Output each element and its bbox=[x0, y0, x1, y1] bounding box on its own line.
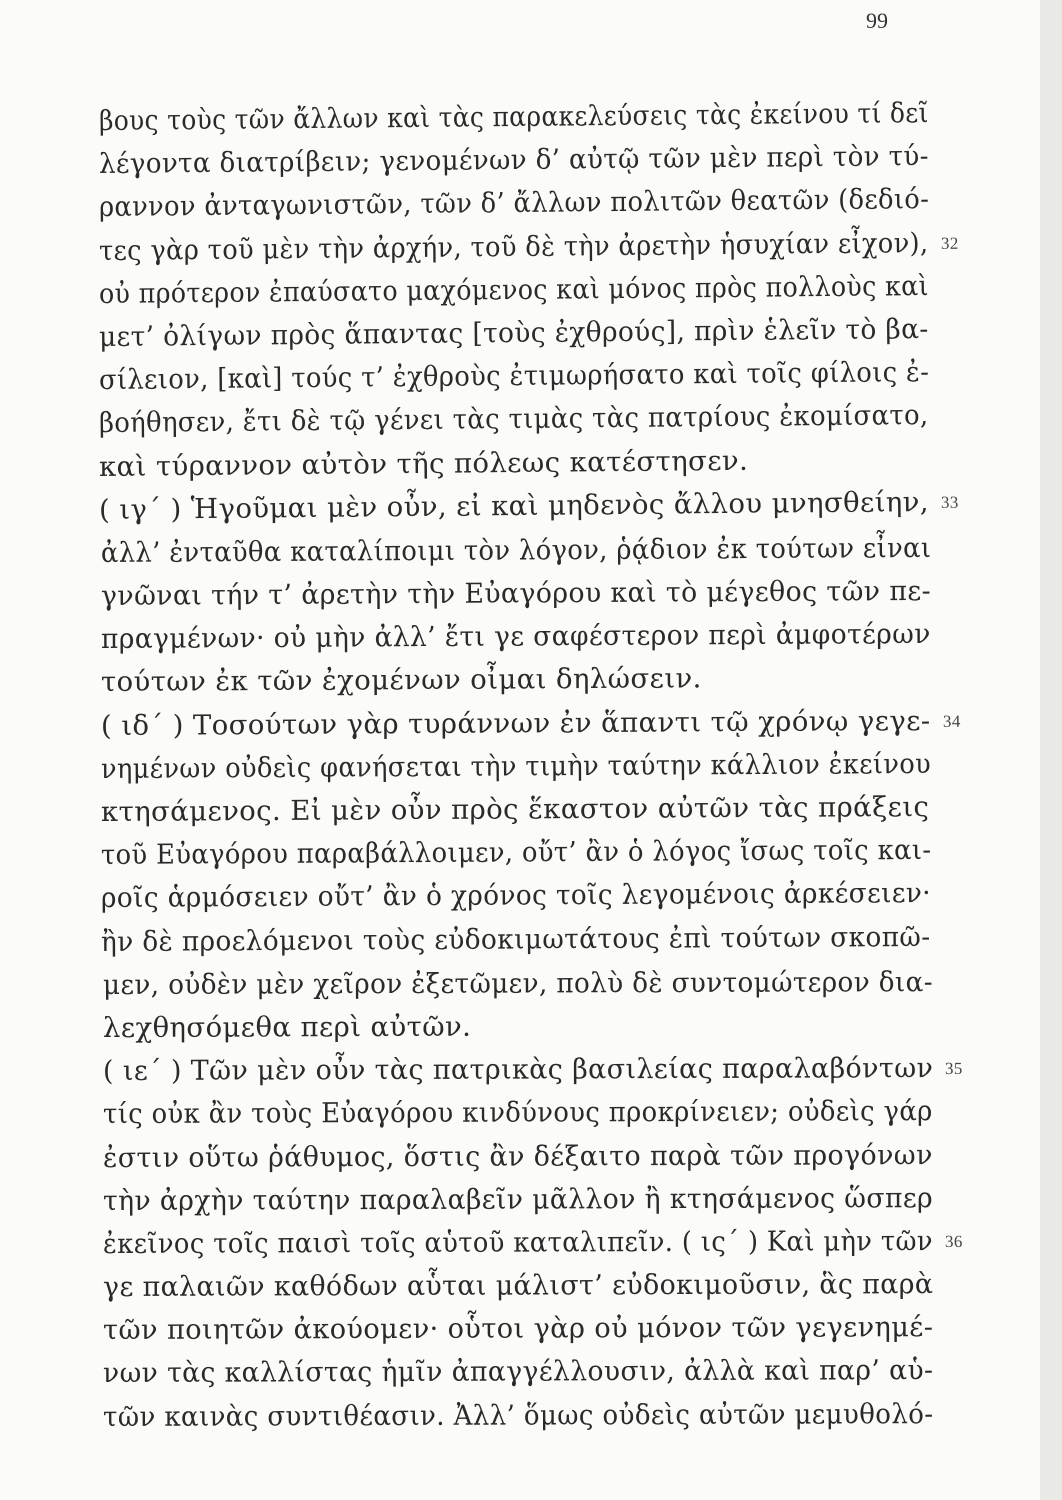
text-line-content: πραγμένων· οὐ μὴν ἀλλ’ ἔτι γε σαφέστερον περὶ ἀμφοτέρων bbox=[100, 618, 931, 656]
text-line-content: βοήθησεν, ἔτι δὲ τῷ γένει τὰς τιμὰς τὰς πατρίους ἐκομίσατο, bbox=[98, 399, 929, 440]
text-line-content: ( ιδ΄ ) Τοσούτων γὰρ τυράννων ἐν ἅπαντι τῷ χρόνῳ γεγε- bbox=[100, 704, 931, 742]
text-line-content: ροῖς ἁρμόσειεν οὔτ’ ἂν ὁ χρόνος τοῖς λεγομένοις ἀρκέσειεν· bbox=[100, 877, 932, 915]
text-line bbox=[101, 613, 931, 661]
text-line-content: βους τοὺς τῶν ἄλλων καὶ τὰς παρακελεύσεις τὰς ἐκείνου τί δεῖ bbox=[98, 97, 929, 137]
text-line-content: τες γὰρ τοῦ μὲν τὴν ἀρχήν, τοῦ δὲ τὴν ἀρετὴν ἡσυχίαν εἶχον), bbox=[98, 226, 929, 267]
text-line-content: ἐστιν οὕτω ῥάθυμος, ὅστις ἂν δέξαιτο παρὰ τῶν προγόνων bbox=[102, 1138, 933, 1174]
text-line-content: λεχθησόμεθα περὶ αὐτῶν. bbox=[102, 1010, 472, 1044]
text-line bbox=[103, 1004, 933, 1050]
text-line bbox=[103, 961, 933, 1007]
section-number: 35 bbox=[944, 1059, 963, 1079]
text-line-content: καὶ τύραννον αὐτὸν τῆς πόλεως κατέστησεν. bbox=[98, 444, 749, 483]
text-line-content: τούτων ἐκ τῶν ἐχομένων οἶμαι δηλώσειν. bbox=[100, 662, 702, 699]
text-line-content: ἐκεῖνος τοῖς παισὶ τοῖς αὑτοῦ καταλιπεῖν. ( ις΄ ) Καὶ μὴν τῶν bbox=[102, 1224, 933, 1260]
text-line-content: τῶν ποιητῶν ἀκούομεν· οὗτοι γὰρ οὐ μόνον τῶν γεγενημέ- bbox=[102, 1311, 934, 1347]
text-line bbox=[101, 786, 931, 834]
text-line bbox=[99, 394, 929, 445]
text-line-content: γε παλαιῶν καθόδων αὗται μάλιστ’ εὐδοκιμοῦσιν, ἃς παρὰ bbox=[102, 1268, 934, 1304]
text-line bbox=[103, 1177, 933, 1223]
text-line bbox=[102, 1220, 963, 1266]
text-line bbox=[101, 656, 931, 704]
text-line-content: ( ιγ΄ ) Ἡγοῦμαι μὲν οὖν, εἰ καὶ μηδενὸς ἄλλου μνησθείην, bbox=[98, 485, 930, 526]
section-number: 36 bbox=[944, 1231, 963, 1251]
text-line-content: ἀλλ’ ἐνταῦθα καταλίποιμι τὸν λόγον, ῥᾴδιον ἐκ τούτων εἶναι bbox=[100, 531, 932, 569]
text-line bbox=[101, 527, 931, 575]
text-line-content: νημένων οὐδεὶς φανήσεται τὴν τιμὴν ταύτην κάλλιον ἐκείνου bbox=[100, 747, 932, 785]
text-line-content: οὐ πρότερον ἐπαύσατο μαχόμενος καὶ μόνος πρὸς πολλοὺς καὶ bbox=[98, 269, 930, 310]
text-line-content: σίλειον, [καὶ] τούς τ’ ἐχθροὺς ἐτιμωρήσατο καὶ τοῖς φίλοις ἐ- bbox=[98, 356, 930, 397]
text-line bbox=[103, 1393, 933, 1439]
text-line bbox=[101, 872, 931, 920]
text-line bbox=[99, 438, 929, 489]
text-line-content: τοῦ Εὐαγόρου παραβάλλοιμεν, οὔτ’ ἂν ὁ λόγος ἴσως τοῖς και- bbox=[100, 834, 932, 872]
text-line-content: ἢν δὲ προελόμενοι τοὺς εὐδοκιμωτάτους ἐπὶ τούτων σκοπῶ- bbox=[100, 920, 931, 958]
text-line-content: μεν, οὐδὲν μὲν χεῖρον ἐξετῶμεν, πολὺ δὲ συντομώτερον δια- bbox=[102, 965, 933, 1001]
text-line bbox=[101, 570, 931, 618]
text-line bbox=[103, 1263, 933, 1309]
page-number: 99 bbox=[866, 8, 888, 33]
text-line bbox=[102, 1047, 963, 1093]
text-line-content: ραννον ἀνταγωνιστῶν, τῶν δ’ ἄλλων πολιτῶν θεατῶν (δεδιό- bbox=[98, 183, 930, 224]
text-line bbox=[98, 481, 959, 532]
text-line bbox=[100, 700, 961, 748]
text-line-content: λέγοντα διατρίβειν; γενομένων δ’ αὐτῷ τῶν μὲν περὶ τὸν τύ- bbox=[98, 140, 930, 181]
text-line bbox=[101, 915, 931, 963]
text-line-content: γνῶναι τήν τ’ ἀρετὴν τὴν Εὐαγόρου καὶ τὸ μέγεθος τῶν πε- bbox=[100, 574, 932, 613]
text-line-content: κτησάμενος. Εἰ μὲν οὖν πρὸς ἕκαστον αὐτῶν τὰς πράξεις bbox=[100, 790, 930, 828]
greek-text-body bbox=[98, 97, 963, 1439]
section-number: 34 bbox=[942, 711, 961, 731]
text-line-content: τῶν καινὰς συντιθέασιν. Ἀλλ’ ὅμως οὐδεὶς αὐτῶν μεμυθολό- bbox=[102, 1397, 934, 1433]
section-number: 33 bbox=[940, 492, 959, 512]
text-line bbox=[101, 829, 931, 877]
text-line bbox=[98, 222, 959, 273]
text-line-content: τὴν ἀρχὴν ταύτην παραλαβεῖν μᾶλλον ἢ κτησάμενος ὥσπερ bbox=[102, 1181, 934, 1217]
text-line bbox=[103, 1134, 933, 1180]
text-line-content: νων τὰς καλλίστας ἡμῖν ἀπαγγέλλουσιν, ἀλλὰ καὶ παρ’ αὑ- bbox=[102, 1354, 934, 1390]
scan-edge-shadow bbox=[1040, 0, 1062, 1500]
text-line-content: τίς οὐκ ἂν τοὺς Εὐαγόρου κινδύνους προκρίνειεν; οὐδεὶς γάρ bbox=[102, 1095, 933, 1131]
text-line-content: ( ιε΄ ) Τῶν μὲν οὖν τὰς πατρικὰς βασιλείας παραλαβόντων bbox=[102, 1052, 934, 1088]
text-line bbox=[99, 178, 929, 229]
text-line-content: μετ’ ὀλίγων πρὸς ἅπαντας [τοὺς ἐχθρούς], πρὶν ἑλεῖν τὸ βα- bbox=[98, 312, 929, 353]
text-line bbox=[103, 1090, 933, 1136]
section-number: 32 bbox=[940, 233, 959, 253]
text-line bbox=[103, 1350, 933, 1396]
text-line bbox=[103, 1306, 933, 1352]
text-line bbox=[101, 743, 931, 791]
